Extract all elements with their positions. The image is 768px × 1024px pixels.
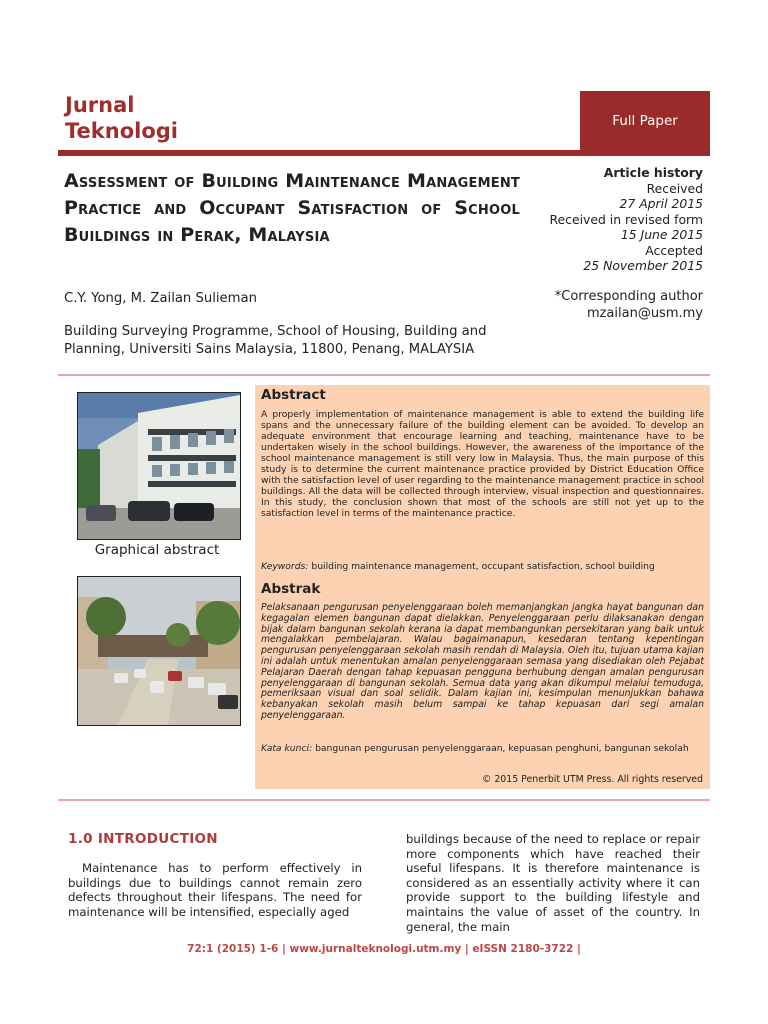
received-label: Received: [646, 180, 703, 196]
revised-label: Received in revised form: [549, 211, 703, 227]
abstract-heading: Abstract: [261, 387, 326, 403]
abstrak-heading: Abstrak: [261, 581, 321, 597]
authors: C.Y. Yong, M. Zailan Sulieman: [64, 291, 257, 306]
corresponding-label: *Corresponding author: [554, 289, 703, 304]
page-footer: 72:1 (2015) 1-6 | www.jurnalteknologi.utm.my | eISSN 2180-3722 |: [187, 943, 581, 955]
introduction-column-1: Maintenance has to perform effectively in buildings due to buildings cannot remain zero defects throughout their lifespans. The need for maintenance will be intensified, especially aged: [68, 861, 362, 919]
accepted-label: Accepted: [645, 242, 703, 258]
abstract-keywords: Keywords: building maintenance management, occupant satisfaction, school building: [261, 561, 655, 572]
article-history: [520, 165, 703, 274]
revised-date: 15 June 2015: [620, 227, 703, 242]
affiliation: Building Surveying Programme, School of Housing, Building and Planning, Universiti Sains Malaysia, 11800, Penang, MALAYSIA: [64, 324, 487, 357]
introduction-heading: 1.0 INTRODUCTION: [68, 831, 218, 847]
article-title: Assessment of Building Maintenance Management Practice and Occupant Satisfaction of School Buildings in Perak, Malaysia: [64, 170, 520, 246]
abstrak-text: Pelaksanaan pengurusan penyelenggaraan boleh memanjangkan jangka hayat bangunan dan kegagalan elemen bangunan dapat dielakkan. Penyelenggaraan perlu dilaksanakan dengan bijak dalam bangunan sekolah kerana ia dapat membangunkan persekitaran yang baik untuk mengalakkan pembelajaran. Walau bagaimanapun, kesedaran tentang kepentingan pengurusan penyelenggaraan sekolah masih rendah di Malaysia. Oleh itu, tujuan utama kajian ini adalah untuk menentukan amalan penyelenggaraan semasa yang disediakan oleh Pejabat Pelajaran Daerah dengan tahap kepuasan pengguna berhubung dengan amalan pengurusan penyelenggaraan di bangunan sekolah. Semua data yang akan dikumpul melalui temuduga, pemeriksaan visual dan soal selidik. Dalam kajian ini, kesimpulan menunjukkan bahawa kebanyakan sekolah masih belum sampai ke tahap kepuasan dari segi amalan penyelenggaraan.: [261, 602, 704, 721]
corresponding-email[interactable]: mzailan@usm.my: [586, 305, 703, 321]
copyright-notice: © 2015 Penerbit UTM Press. All rights reserved: [481, 774, 703, 785]
divider-top: [58, 374, 710, 376]
history-heading: Article history: [603, 165, 703, 180]
abstract-panel: [255, 385, 710, 789]
abstrak-keywords: Kata kunci: bangunan pengurusan penyelenggaraan, kepuasan penghuni, bangunan sekolah: [261, 743, 689, 754]
divider-bottom: [58, 799, 710, 801]
abstract-text: A properly implementation of maintenance management is able to extend the building life spans and the unnecessary failure of the building element can be avoided. To develop an adequate environment that encourage learning and teaching, maintenance have to be undertaken wisely in the school buildings. However, the awareness of the importance of the school maintenance management is still very low in Malaysia. Thus, the main purpose of this study is to determine the current maintenance practice provided by District Education Office with the satisfaction level of user regarding to the maintenance management practice in school buildings. All the data will be collected through interview, visual inspection and questionnaires. In this study, the conclusion shown that most of the schools are still not yet up to the satisfaction level in terms of the maintenance practice.: [261, 409, 704, 519]
kata-kunci-label: Kata kunci: [261, 743, 310, 754]
keywords-label: Keywords: [261, 561, 306, 572]
graphical-abstract-caption: Graphical abstract: [94, 542, 220, 558]
accepted-date: 25 November 2015: [583, 258, 703, 273]
school-courtyard-photo: [77, 576, 241, 726]
keywords-value: building maintenance management, occupant satisfaction, school building: [311, 561, 655, 572]
full-paper-badge: Full Paper: [580, 91, 710, 151]
header-rule: [58, 150, 710, 156]
received-date: 27 April 2015: [619, 196, 703, 211]
journal-name: Jurnal Teknologi: [65, 93, 178, 143]
school-building-photo: [77, 392, 241, 540]
kata-kunci-value: bangunan pengurusan penyelenggaraan, kepuasan penghuni, bangunan sekolah: [315, 743, 689, 754]
introduction-column-2: buildings because of the need to replace or repair more components which have reached their useful lifespans. It is therefore maintenance is considered as an essentially activity where it can provide support to the building lifestyle and maintains the value of asset of the country. In general, the main: [406, 832, 700, 934]
corresponding-author: [520, 289, 703, 322]
